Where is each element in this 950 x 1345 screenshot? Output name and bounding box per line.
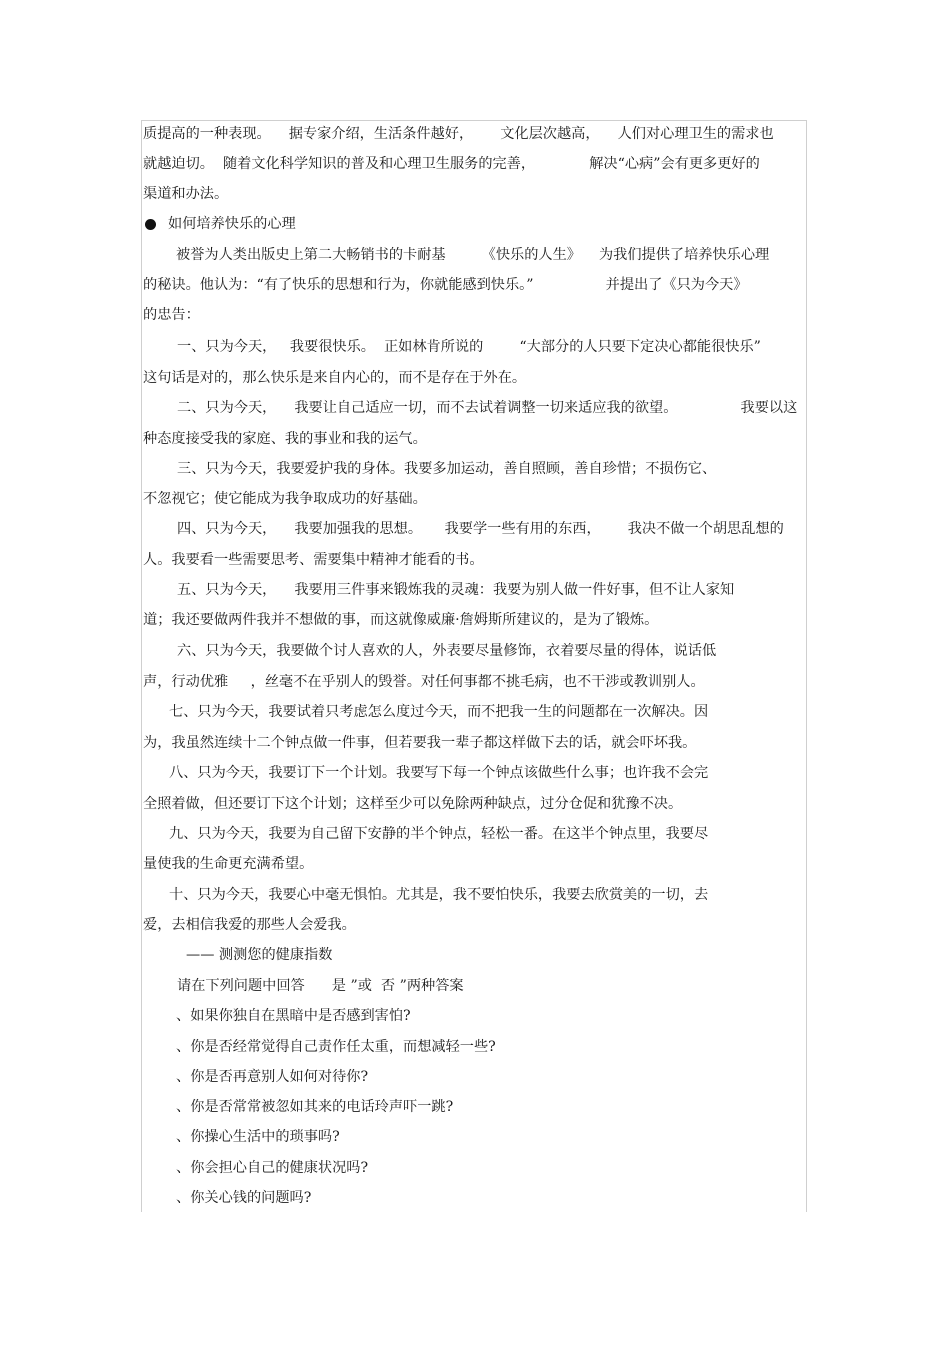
body-line: 就越迫切。 随着文化科学知识的普及和心理卫生服务的完善， 解决“心病”会有更多更好的 bbox=[143, 156, 760, 172]
body-line: 爱，去相信我爱的那些人会爱我。 bbox=[143, 917, 356, 933]
body-line: 质提高的一种表现。 据专家介绍，生活条件越好， 文化层次越高， 人们对心理卫生的需求也 bbox=[143, 126, 774, 142]
quiz-question: 、你是否常常被忽如其来的电话玲声吓一跳? bbox=[176, 1099, 454, 1115]
body-line: 人。我要看一些需要思考、需要集中精神才能看的书。 bbox=[143, 552, 484, 568]
quiz-instruction: 请在下列问题中回答 是 ”或 否 ”两种答案 bbox=[177, 978, 464, 994]
body-line: 九、只为今天，我要为自己留下安静的半个钟点，轻松一番。在这半个钟点里，我要尽 bbox=[169, 826, 709, 842]
body-line: 十、只为今天，我要心中毫无惧怕。尤其是，我不要怕快乐，我要去欣赏美的一切，去 bbox=[169, 887, 709, 903]
body-line: 渠道和办法。 bbox=[143, 186, 229, 202]
body-line: 不忽视它；使它能成为我争取成功的好基础。 bbox=[143, 491, 427, 507]
quiz-question: 、你会担心自己的健康状况吗? bbox=[176, 1160, 369, 1176]
bullet-icon bbox=[145, 219, 156, 230]
quiz-question: 、你关心钱的问题吗? bbox=[176, 1190, 312, 1206]
body-line: 这句话是对的，那么快乐是来自内心的，而不是存在于外在。 bbox=[143, 370, 527, 386]
body-line: 的秘诀。他认为：“有了快乐的思想和行为，你就能感到快乐。” 并提出了《只为今天》 bbox=[143, 277, 748, 293]
quiz-question: 、你操心生活中的琐事吗? bbox=[176, 1129, 340, 1145]
body-line: 道；我还要做两件我并不想做的事，而这就像威廉·詹姆斯所建议的，是为了锻炼。 bbox=[143, 612, 659, 628]
body-line: 五、只为今天， 我要用三件事来锻炼我的灵魂：我要为别人做一件好事，但不让人家知 bbox=[177, 582, 735, 598]
body-line: 八、只为今天，我要订下一个计划。我要写下每一个钟点该做些什么事；也许我不会完 bbox=[169, 765, 709, 781]
page-frame-top bbox=[141, 120, 807, 121]
quiz-question: 、你是否经常觉得自己责作任太重，而想减轻一些? bbox=[176, 1039, 496, 1055]
quiz-question: 、你是否再意别人如何对待你? bbox=[176, 1069, 369, 1085]
body-line: 六、只为今天，我要做个讨人喜欢的人，外表要尽量修饰，衣着要尽量的得体，说话低 bbox=[177, 643, 717, 659]
body-line: 三、只为今天，我要爱护我的身体。我要多加运动，善自照顾，善自珍惜；不损伤它、 bbox=[177, 461, 717, 477]
body-line: 为，我虽然连续十二个钟点做一件事，但若要我一辈子都这样做下去的话，就会吓坏我。 bbox=[143, 735, 697, 751]
body-line: 的忠告： bbox=[143, 307, 200, 323]
body-line: 四、只为今天， 我要加强我的思想。 我要学一些有用的东西， 我决不做一个胡思乱想的 bbox=[177, 521, 784, 537]
section-heading: 如何培养快乐的心理 bbox=[168, 216, 296, 232]
body-line: 七、只为今天，我要试着只考虑怎么度过今天，而不把我一生的问题都在一次解决。因 bbox=[169, 704, 709, 720]
body-line: 全照着做，但还要订下这个计划；这样至少可以免除两种缺点，过分仓促和犹豫不决。 bbox=[143, 796, 683, 812]
body-line: 量使我的生命更充满希望。 bbox=[143, 856, 314, 872]
body-line: 被誉为人类出版史上第二大畅销书的卡耐基 《快乐的人生》 为我们提供了培养快乐心理 bbox=[176, 247, 770, 263]
body-line: 声，行动优雅 ，丝毫不在乎别人的毁誉。对任何事都不挑毛病，也不干涉或教训别人。 bbox=[143, 674, 705, 690]
quiz-question: 、如果你独自在黑暗中是否感到害怕? bbox=[176, 1008, 411, 1024]
quiz-heading: —— 测测您的健康指数 bbox=[186, 947, 333, 963]
body-line: 种态度接受我的家庭、我的事业和我的运气。 bbox=[143, 431, 427, 447]
page-frame-left bbox=[141, 120, 142, 1212]
body-line: 一、只为今天， 我要很快乐。 正如林肯所说的 “大部分的人只要下定决心都能很快乐” bbox=[177, 339, 761, 355]
body-line: 二、只为今天， 我要让自己适应一切，而不去试着调整一切来适应我的欲望。 我要以这 bbox=[177, 400, 798, 416]
page-frame-right bbox=[806, 120, 807, 1212]
